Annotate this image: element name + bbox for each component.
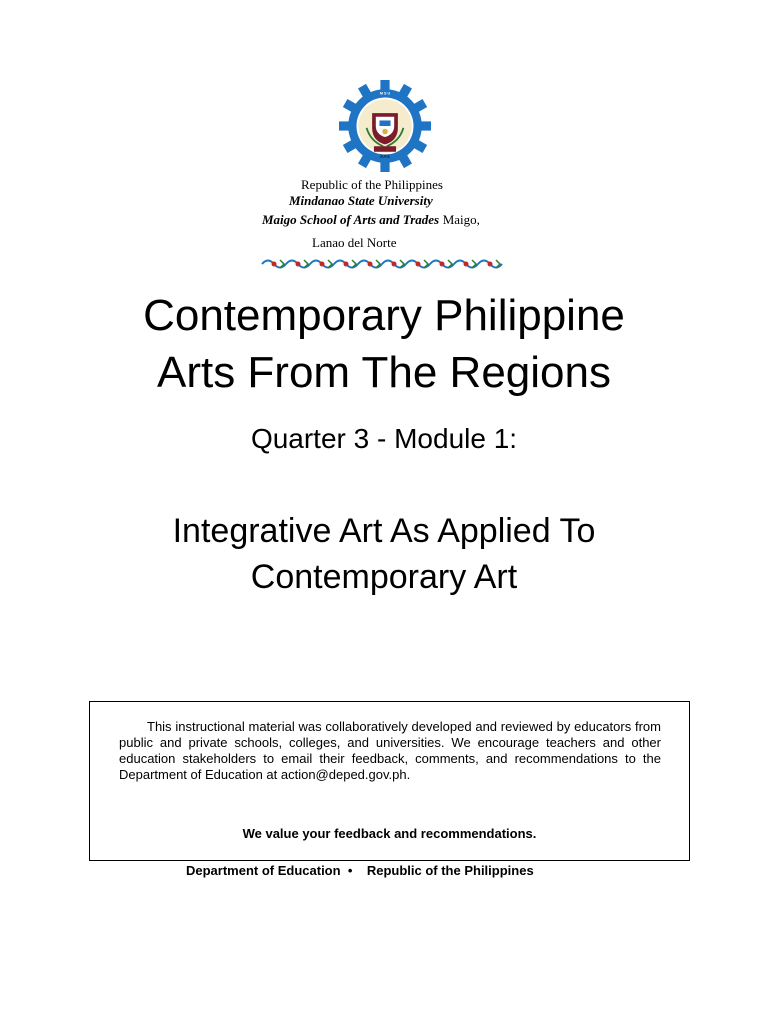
- footer-republic: Republic of the Philippines: [366, 863, 534, 878]
- module-title-line2: Arts From The Regions: [156, 348, 611, 397]
- school-line: [262, 212, 480, 228]
- republic-label: Republic of the Philippines: [301, 177, 443, 192]
- module-subtitle-line2: Contemporary Art: [250, 558, 518, 596]
- notice-closing-text: We value your feedback and recommendations.: [242, 826, 537, 841]
- module-title-line1: Contemporary Philippine: [143, 291, 625, 340]
- svg-text:M S U: M S U: [379, 91, 391, 96]
- location-maigo: Maigo,: [442, 212, 480, 227]
- footer-line: [186, 863, 534, 878]
- module-subtitle-line1: Integrative Art As Applied To: [172, 512, 596, 550]
- svg-text:2001: 2001: [379, 153, 391, 159]
- ethnic-pattern-divider: [260, 257, 508, 271]
- school-seal-logo: [339, 80, 431, 172]
- location-province: Lanao del Norte: [312, 235, 397, 250]
- quarter-module-label: Quarter 3 - Module 1:: [250, 423, 518, 454]
- university-name: Mindanao State University: [289, 193, 433, 208]
- footer-department: Department of Education: [186, 863, 341, 878]
- school-name: Maigo School of Arts and Trades: [262, 212, 440, 227]
- bullet-separator: •: [344, 863, 364, 878]
- feedback-notice-box: [89, 701, 690, 861]
- module-subtitle: [0, 508, 768, 600]
- notice-body-text: This instructional material was collaboratively developed and reviewed by educators from public and private schools, colleges, and universities. We encourage teachers and other education stakeholders to email their feedback, comments, and recommendations to the Department of Education at action@deped.gov.ph.: [119, 719, 661, 782]
